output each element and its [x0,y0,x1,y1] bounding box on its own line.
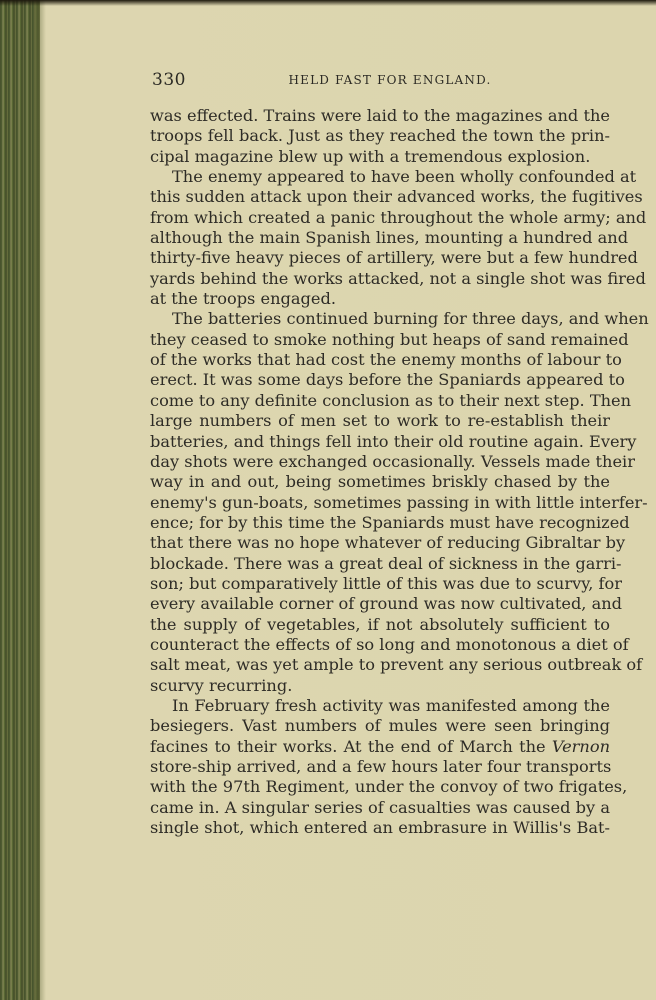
text-line-content: cipal magazine blew up with a tremendous explosion. [150,146,591,166]
text-line-content: In February fresh activity was manifested among the [172,695,610,715]
text-line-content: came in. A singular series of casualties was caused by a [150,797,610,817]
text-line-content: with the 97th Regiment, under the convoy of two frigates, [150,777,628,797]
text-line [150,512,630,533]
text-line [150,451,635,472]
text-line-content: they ceased to smoke nothing but heaps of sand remained [150,329,629,349]
text-line [150,147,610,167]
text-line-content: store-ship arrived, and a few hours later four transports [150,757,612,776]
text-line [150,634,629,655]
text-line [150,594,623,614]
text-line [150,798,610,818]
text-line [150,248,638,268]
text-line [150,126,610,146]
text-line-content: come to any definite conclusion as to their next step. Then [150,390,632,410]
text-line-content: blockade. There was a great deal of sickness in the garri- [150,553,622,573]
text-line-content: every available corner of ground was now cultivated, and [150,594,623,614]
text-line-content: single shot, which entered an embrasure in Willis's Bat- [150,818,610,838]
text-line [150,268,646,289]
text-line-content: way in and out, being sometimes briskly chased by the [150,472,610,492]
text-line-content: was effected. Trains were laid to the magazines and the [150,106,610,125]
text-line-content: besiegers. Vast numbers of mules were seen bringing [150,716,610,736]
text-line [150,167,637,187]
text-line-content: large numbers of men set to work to re-establish their [150,411,610,431]
text-line-content: ence; for by this time the Spaniards must have recognized [150,512,630,532]
text-line [150,676,610,696]
text-line [150,757,610,777]
text-line [150,737,610,757]
text-line [150,655,643,675]
text-line-content: son; but comparatively little of this was due to scurvy, for [150,573,622,593]
text-line-content: salt meat, was yet ample to prevent any serious outbreak of [150,655,643,675]
text-line [150,818,610,838]
page-top-shadow [0,0,656,6]
text-line-content: enemy's gun-boats, sometimes passing in with little interfer- [150,492,648,512]
text-line [150,289,610,309]
text-line [150,390,632,411]
italic-ship-name: Vernon [551,736,610,756]
text-line [150,350,622,370]
text-line [150,106,610,126]
text-line [150,553,622,574]
text-line-content: this sudden attack upon their advanced works, the fugitives [150,187,643,207]
text-line-content: yards behind the works attacked, not a single shot was fired [150,268,646,288]
text-line [150,533,626,553]
text-line-content: The enemy appeared to have been wholly confounded at [172,167,637,187]
text-line-content: day shots were exchanged occasionally. Vessels made their [150,451,635,471]
text-line [150,716,610,736]
text-line-content: facines to their works. At the end of March the [150,736,552,756]
text-line [150,615,610,635]
text-line [150,411,610,431]
text-line [150,472,610,492]
text-line-content: scurvy recurring. [150,675,293,695]
text-line-content: The batteries continued burning for three days, and when [172,309,649,329]
text-line [150,696,610,716]
text-line-content: although the main Spanish lines, mounting a hundred and [150,228,629,248]
text-line-content: that there was no hope whatever of reducing Gibraltar by [150,533,626,553]
text-line [150,309,649,329]
text-line [150,329,629,350]
text-line [150,777,628,797]
text-line-content: thirty-five heavy pieces of artillery, were but a few hundred [150,248,638,268]
text-line [150,228,629,248]
text-line [150,207,647,228]
spine-shadow [34,0,46,1000]
text-line [150,431,637,452]
text-line [150,370,625,390]
running-title: HELD FAST FOR ENGLAND. [288,73,492,87]
text-line [150,187,643,207]
text-line-content: batteries, and things fell into their old routine again. Every [150,431,637,451]
text-line [150,492,648,513]
text-line-content: the supply of vegetables, if not absolutely sufficient to [150,614,610,634]
page-number: 330 [152,70,186,90]
text-line-content: at the troops engaged. [150,289,336,309]
text-line-content: troops fell back. Just as they reached the town the prin- [150,126,610,146]
text-line-content: counteract the effects of so long and monotonous a diet of [150,634,629,654]
body-text [150,106,649,838]
text-line-content: of the works that had cost the enemy months of labour to [150,350,622,370]
text-line-content: from which created a panic throughout the whole army; and [150,207,647,227]
text-line [150,573,622,594]
page-header [152,70,608,94]
text-line-content: erect. It was some days before the Spaniards appeared to [150,370,625,390]
